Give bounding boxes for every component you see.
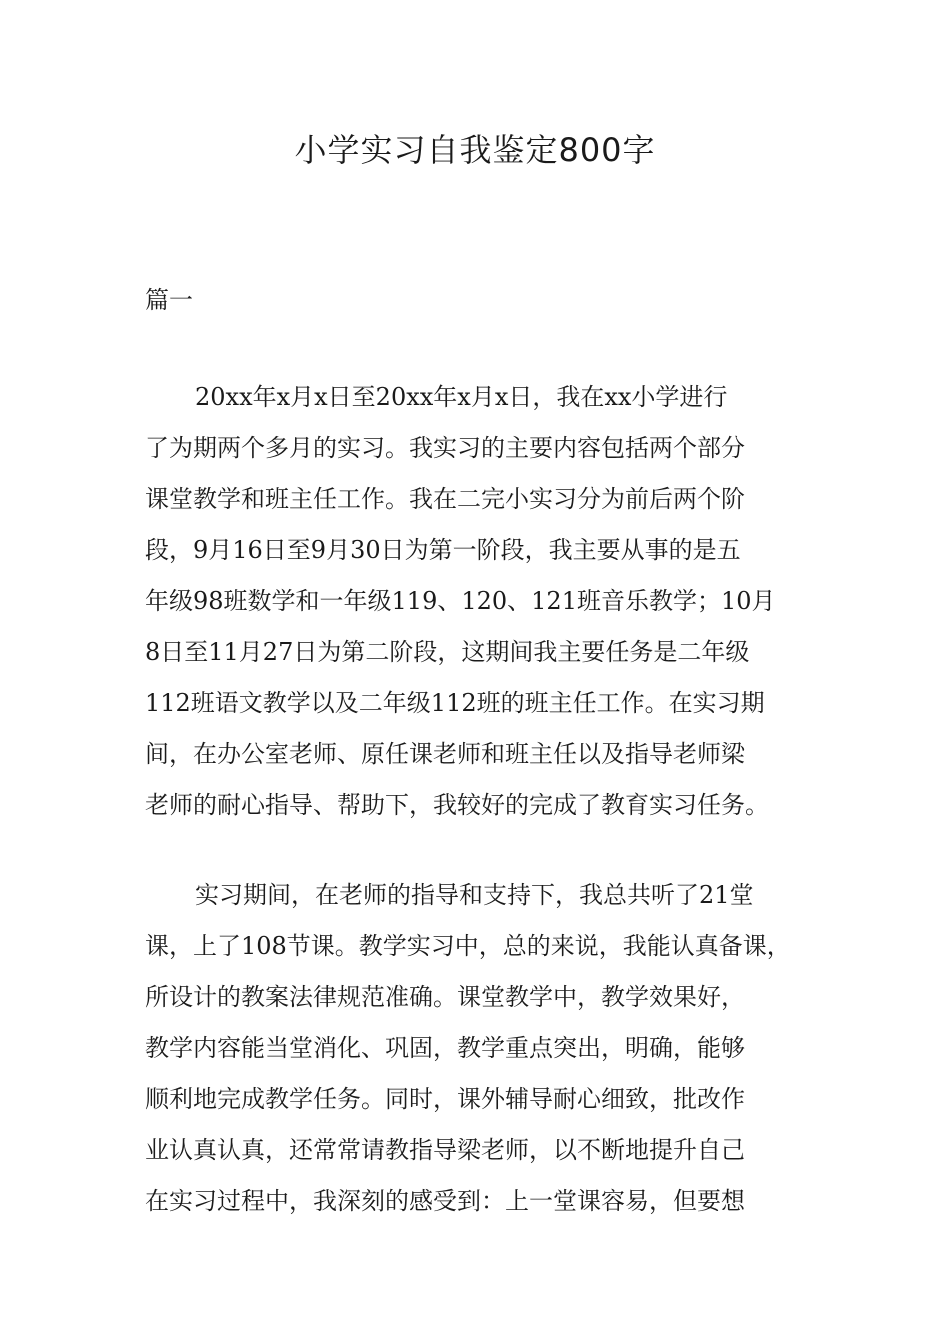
paragraph-line: 课，上了108节课。教学实习中，总的来说，我能认真备课， [145,932,791,960]
paragraph-line: 了为期两个多月的实习。我实习的主要内容包括两个部分 [145,434,745,462]
paragraph-line: 年级98班数学和一年级119、120、121班音乐教学；10月 [145,587,776,615]
paragraph-line: 老师的耐心指导、帮助下，我较好的完成了教育实习任务。 [145,791,769,819]
paragraph-line: 20xx年x月x日至20xx年x月x日，我在xx小学进行 [195,383,728,411]
paragraph-line: 8日至11月27日为第二阶段，这期间我主要任务是二年级 [145,638,750,666]
paragraph-line: 间，在办公室老师、原任课老师和班主任以及指导老师梁 [145,740,745,768]
paragraph-line: 业认真认真，还常常请教指导梁老师，以不断地提升自己 [145,1136,745,1164]
paragraph-line: 段，9月16日至9月30日为第一阶段，我主要从事的是五 [145,536,741,564]
paragraph-line: 教学内容能当堂消化、巩固，教学重点突出，明确，能够 [145,1034,745,1062]
paragraph-1 [145,372,845,831]
paragraph-line: 在实习过程中，我深刻的感受到：上一堂课容易，但要想 [145,1187,745,1215]
paragraph-line: 顺利地完成教学任务。同时，课外辅导耐心细致，批改作 [145,1085,745,1113]
document-title: 小学实习自我鉴定800字 [294,131,656,169]
paragraph-line: 课堂教学和班主任工作。我在二完小实习分为前后两个阶 [145,485,745,513]
paragraph-line: 实习期间，在老师的指导和支持下，我总共听了21堂 [195,881,754,909]
paragraph-line: 所设计的教案法律规范准确。课堂教学中，教学效果好， [145,983,745,1011]
paragraph-line: 112班语文教学以及二年级112班的班主任工作。在实习期 [145,689,765,717]
paragraph-2 [145,870,845,1227]
section-label: 篇一 [145,286,193,314]
